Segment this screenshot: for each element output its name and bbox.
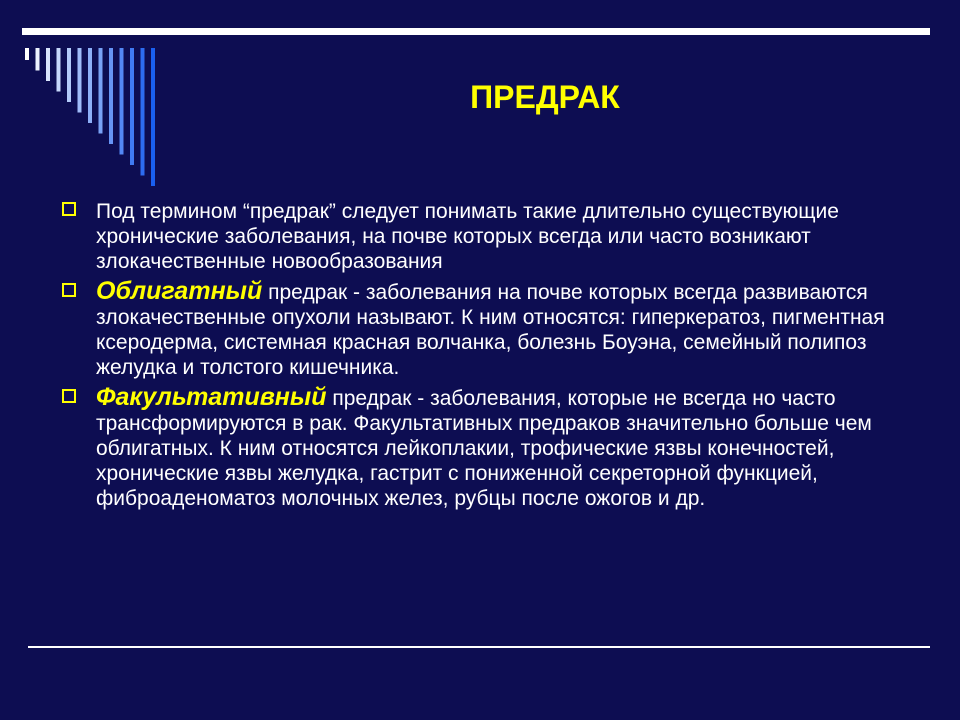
square-outline-icon	[62, 202, 76, 216]
bottom-rule	[28, 646, 930, 648]
bullet-text: предрак - заболевания на почве которых всегда развиваются злокачественные опухоли называют. К ним относятся: гиперкератоз, пигментная ксеродерма, системная красная волчанка, болезнь Боуэна, семейный полипоз желудка и толстого кишечника.	[96, 281, 885, 379]
bullet-item-obligate	[62, 279, 922, 380]
bullet-term: Факультативный	[96, 383, 327, 411]
bullet-text: предрак - заболевания, которые не всегда но часто трансформируются в рак. Факультативных предраков значительно больше чем облигатных. К ним относятся лейкоплакии, трофические язвы конечностей, хронические язвы желудка, гастрит с пониженной секреторной функцией, фиброаденоматоз молочных желез, рубцы после ожогов и др.	[96, 387, 872, 510]
slide-title: ПРЕДРАК	[470, 79, 620, 115]
square-outline-icon	[62, 389, 76, 403]
bullet-list	[62, 198, 922, 511]
bullet-text: Под термином “предрак” следует понимать такие длительно существующие хронические заболевания, на почве которых всегда или часто возникают злокачественные новообразования	[96, 200, 839, 273]
bullet-term: Облигатный	[96, 277, 263, 305]
square-outline-icon	[62, 283, 76, 297]
bullet-item-facultative	[62, 385, 922, 511]
bullet-item-definition	[62, 198, 922, 274]
